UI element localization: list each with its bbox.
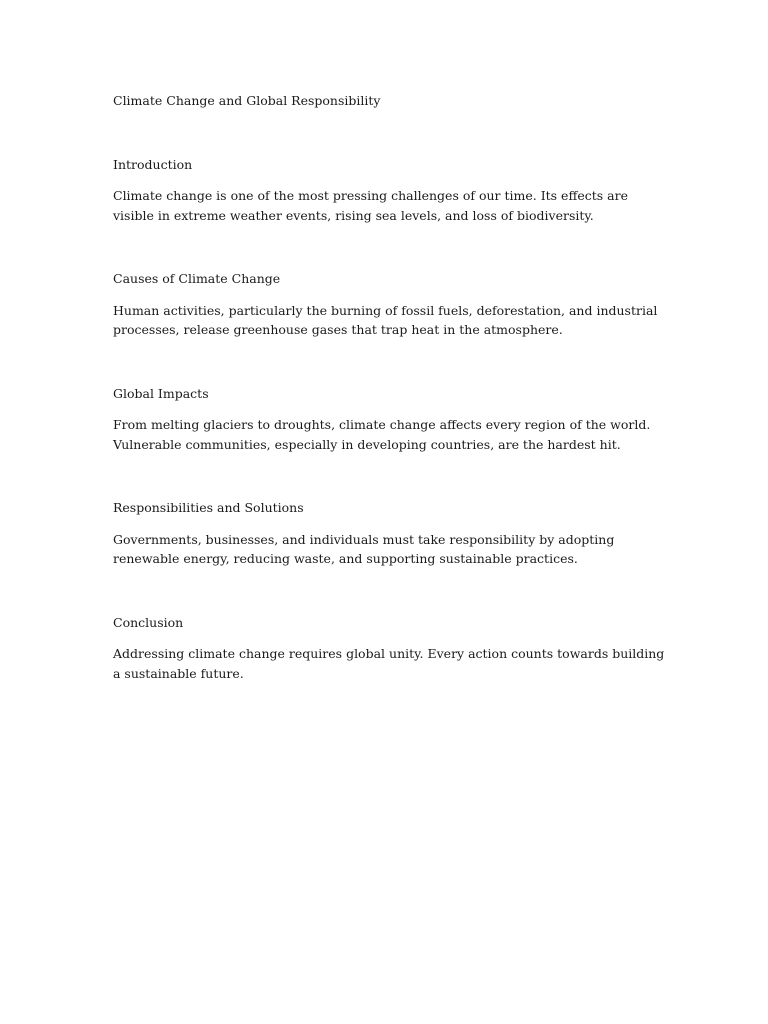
section-body-introduction: Climate change is one of the most pressing challenges of our time. Its effects are visible in extreme weather events, rising sea levels, and loss of biodiversity. [113, 188, 628, 223]
section-conclusion [113, 613, 668, 684]
section-body-conclusion: Addressing climate change requires global unity. Every action counts towards building a sustainable future. [113, 646, 665, 681]
section-heading-responsibilities: Responsibilities and Solutions [113, 500, 304, 515]
section-body-causes: Human activities, particularly the burning of fossil fuels, deforestation, and industrial processes, release greenhouse gases that trap heat in the atmosphere. [113, 302, 658, 337]
section-heading-introduction: Introduction [113, 156, 193, 172]
section-responsibilities [113, 498, 668, 569]
section-heading-conclusion: Conclusion [113, 614, 184, 630]
section-global-impacts [113, 384, 668, 455]
section-causes [113, 269, 668, 340]
section-body-global-impacts: From melting glaciers to droughts, climate change affects every region of the world. Vulnerable communities, especially in developing countries, are the hardest hit. [113, 417, 651, 452]
document-title: Climate Change and Global Responsibility [113, 93, 381, 108]
section-heading-causes: Causes of Climate Change [113, 271, 281, 286]
section-heading-global-impacts: Global Impacts [113, 385, 209, 401]
section-introduction [113, 155, 668, 226]
section-body-responsibilities: Governments, businesses, and individuals must take responsibility by adopting renewable energy, reducing waste, and supporting sustainable practices. [113, 531, 615, 566]
